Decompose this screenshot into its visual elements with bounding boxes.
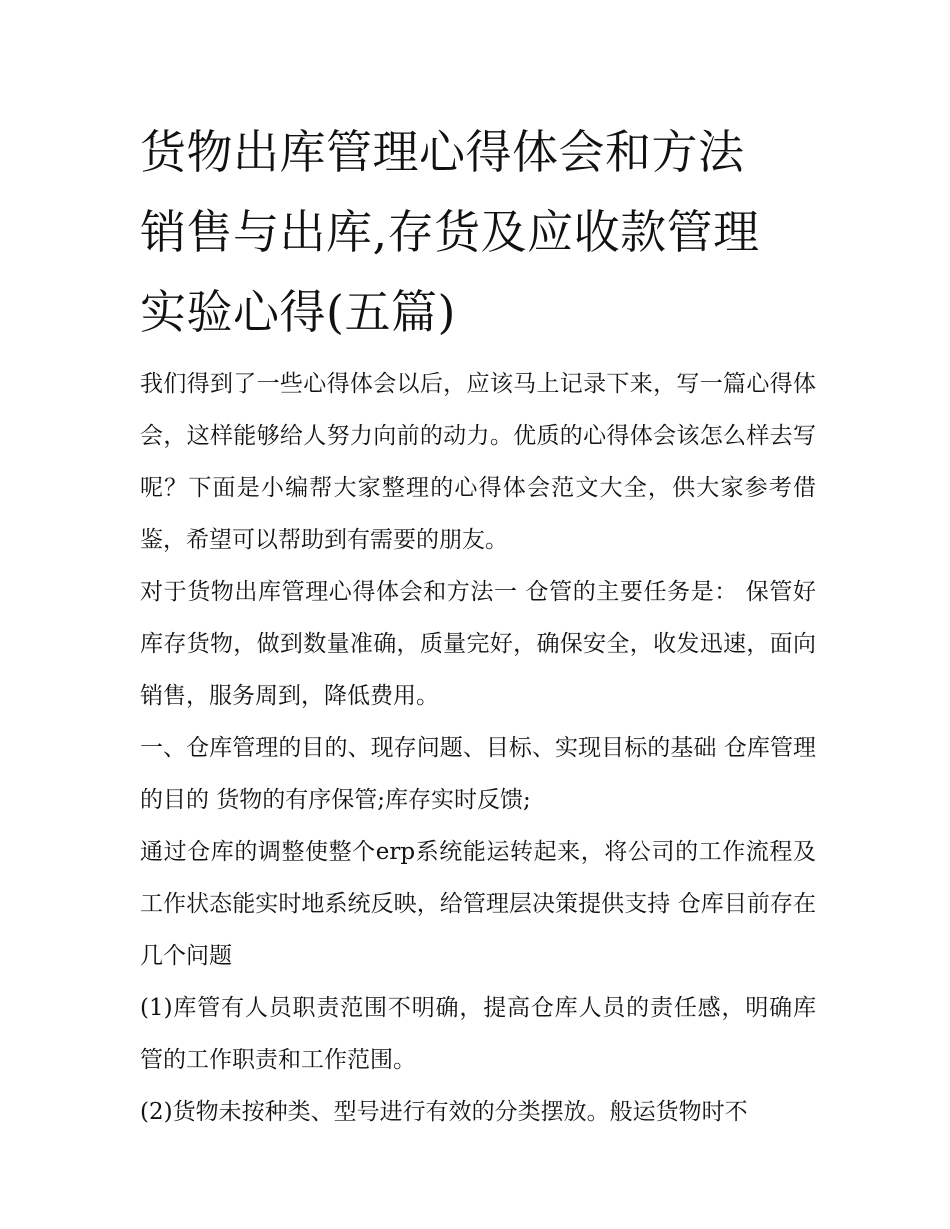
list-item-paragraph: (1)库管有人员职责范围不明确，提高仓库人员的责任感，明确库管的工作职责和工作范围。 [140,995,816,1073]
title-line: 销售与出库,存货及应收款管理 [140,205,760,259]
title-line: 货物出库管理心得体会和方法 [140,125,745,179]
list-item-paragraph: (2)货物未按种类、型号进行有效的分类摆放。般运货物时不 [140,1099,748,1125]
section-heading-paragraph: 一、仓库管理的目的、现存问题、目标、实现目标的基础 仓库管理的目的 货物的有序保管;库存实时反馈; [140,735,816,813]
document-page [140,112,816,1138]
title-line: 实验心得(五篇) [140,285,456,339]
intro-paragraph: 我们得到了一些心得体会以后，应该马上记录下来，写一篇心得体会，这样能够给人努力向前的动力。优质的心得体会该怎么样去写呢？下面是小编帮大家整理的心得体会范文大全，供大家参考借鉴，希望可以帮助到有需要的朋友。 [140,371,816,553]
body-paragraph: 对于货物出库管理心得体会和方法一 仓管的主要任务是： 保管好库存货物，做到数量准确，质量完好，确保安全，收发迅速，面向销售，服务周到，降低费用。 [140,579,816,709]
body-paragraph: 通过仓库的调整使整个erp系统能运转起来，将公司的工作流程及工作状态能实时地系统反映，给管理层决策提供支持 仓库目前存在几个问题 [140,839,816,969]
document-title [140,112,816,352]
